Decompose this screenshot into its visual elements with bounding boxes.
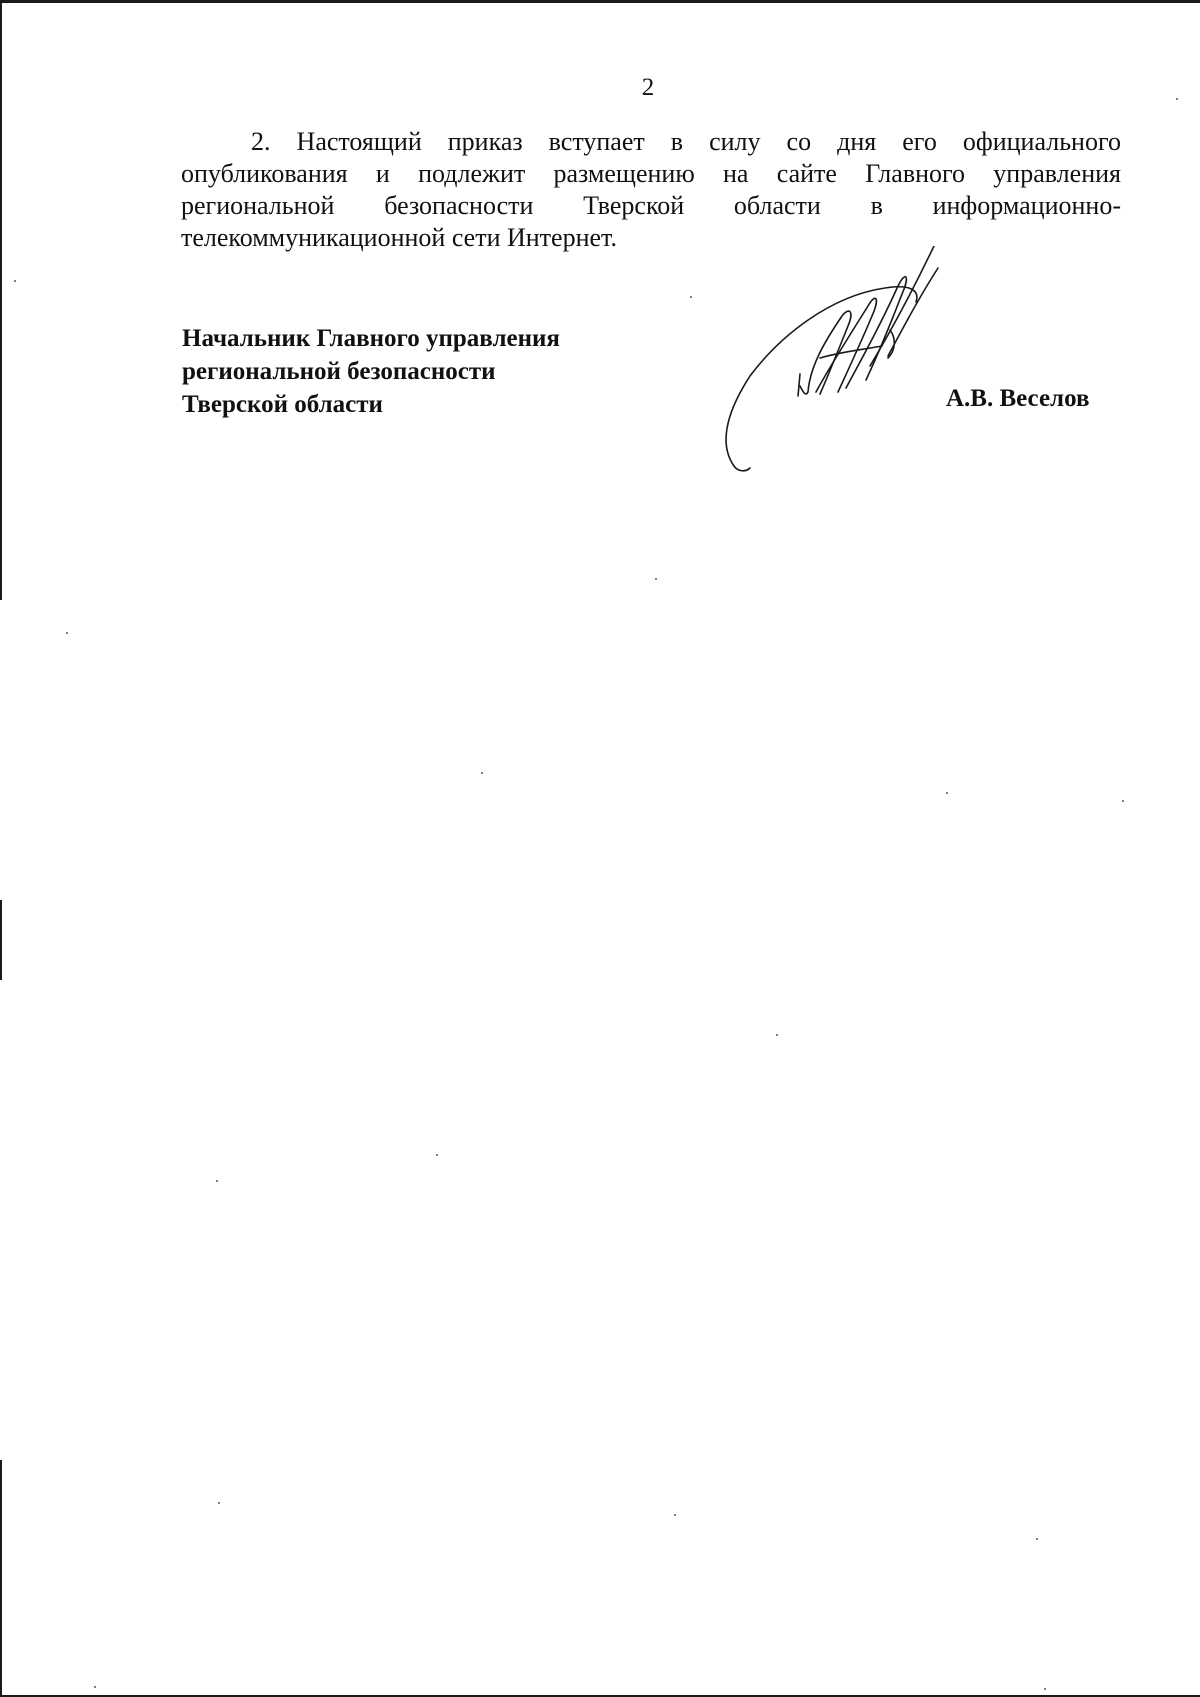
scan-edge-left-lower: [0, 1460, 2, 1697]
scan-speck: [481, 772, 483, 774]
position-line-1: Начальник Главного управления: [182, 325, 560, 352]
signature-stroke-cross: [820, 346, 882, 358]
scan-speck: [66, 632, 68, 634]
scan-speck: [655, 578, 657, 580]
signature-stroke-tick: [798, 374, 800, 396]
scan-speck: [436, 1154, 438, 1156]
paragraph-line-2: опубликования и подлежит размещению на сайте Главного управления: [181, 159, 1121, 188]
scan-speck: [946, 792, 948, 794]
scan-speck: [690, 296, 692, 298]
scan-speck: [1122, 800, 1124, 802]
page-number: 2: [641, 74, 655, 101]
position-line-2: региональной безопасности: [182, 358, 496, 385]
scan-speck: [216, 1180, 218, 1182]
signer-name: А.В. Веселов: [946, 385, 1090, 412]
paragraph-line-4: телекоммуникационной сети Интернет.: [181, 223, 617, 252]
paragraph-line-1: 2. Настоящий приказ вступает в силу со дня его официального: [251, 127, 1121, 156]
scan-speck: [674, 1514, 676, 1516]
scan-speck: [1036, 1538, 1038, 1540]
scan-speck: [1176, 98, 1178, 100]
scan-speck: [14, 280, 16, 282]
scan-speck: [94, 1686, 96, 1688]
handwritten-signature: [720, 246, 1020, 476]
scan-speck: [1044, 1688, 1046, 1690]
signature-stroke-loop: [726, 287, 917, 466]
scan-edge-left-upper: [0, 0, 2, 600]
paragraph-line-3: региональной безопасности Тверской области в информационно-: [181, 191, 1121, 220]
scan-edge-left-mid: [0, 900, 2, 980]
signatory-position: [182, 322, 560, 421]
body-paragraph: [181, 126, 1121, 254]
signature-stroke-tail: [734, 466, 750, 471]
scan-speck: [776, 1034, 778, 1036]
scan-edge-top: [0, 0, 1200, 3]
signature-stroke-3: [846, 277, 906, 388]
position-line-3: Тверской области: [182, 391, 383, 418]
scan-speck: [218, 1502, 220, 1504]
